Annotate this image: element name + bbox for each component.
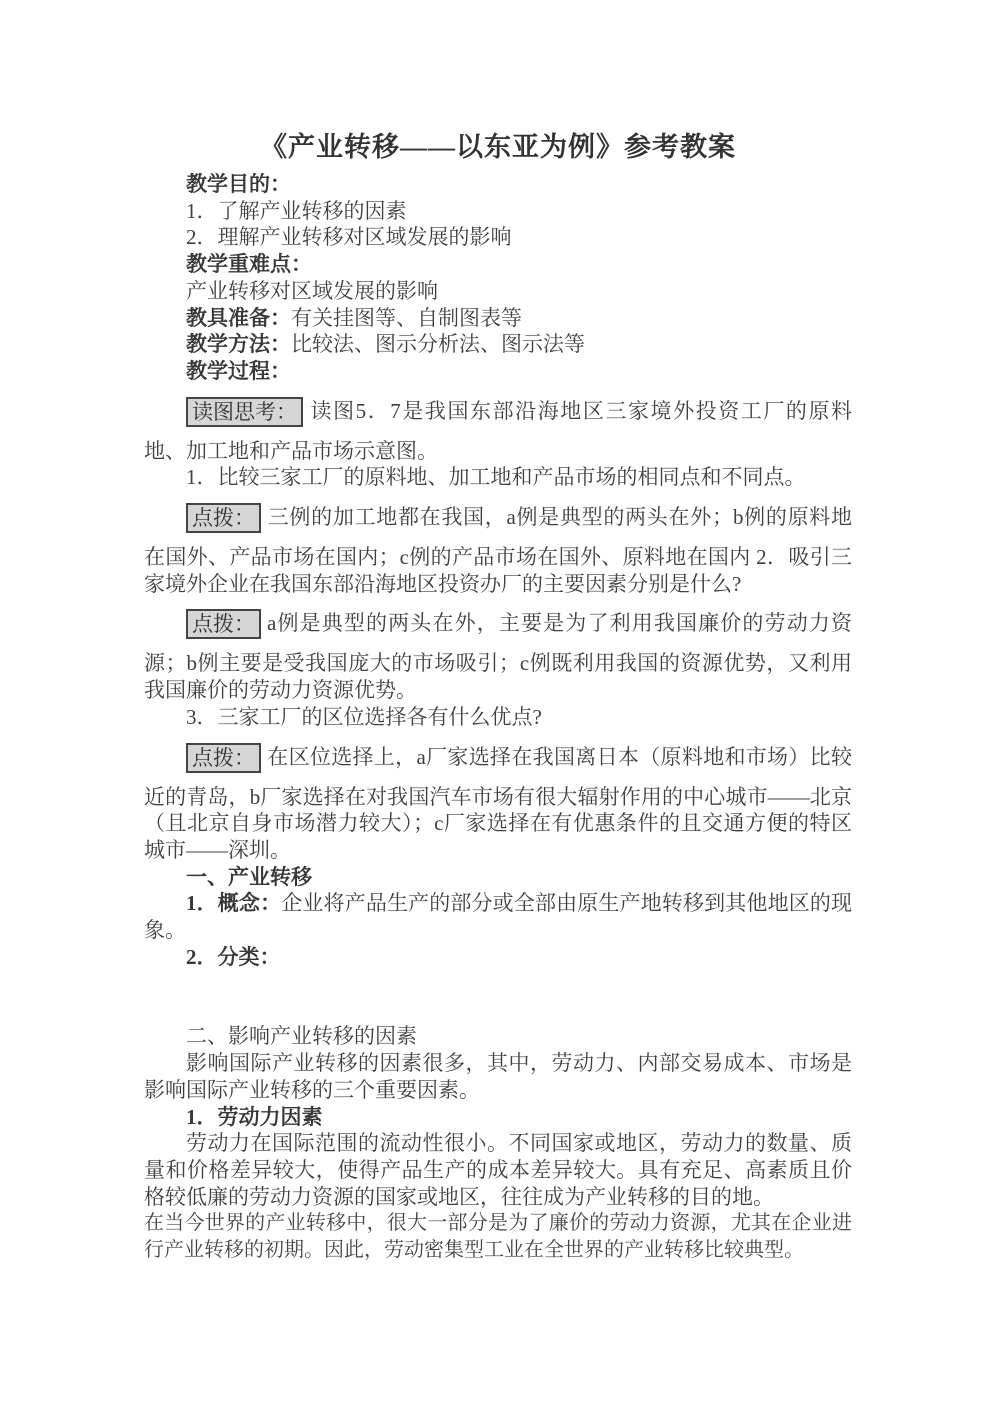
blank-space — [144, 970, 852, 1023]
body-paragraph: 产业转移对区域发展的影响 — [186, 278, 438, 303]
paragraph-label: 1．概念： — [186, 891, 282, 916]
section-heading: 教学过程： — [186, 358, 291, 383]
paragraph-label: 教学方法： — [186, 332, 291, 357]
note-paragraph: 在当今世界的产业转移中，很大一部分是为了廉价的劳动力资源，尤其在企业进行产业转移的初期。因此，劳动密集型工业在全世界的产业转移比较典型。 — [144, 1212, 852, 1262]
body-paragraph: 劳动力在国际范围的流动性很小。不同国家或地区，劳动力的数量、质量和价格差异较大，使得产品生产的成本差异较大。具有充足、高素质且价格较低廉的劳动力资源的国家或地区，往往成为产业转移的目的地。 — [144, 1131, 852, 1209]
callout-label-box: 点拨： — [186, 609, 261, 639]
body-paragraph: 二、影响产业转移的因素 — [186, 1024, 417, 1049]
body-paragraph: 2．理解产业转移对区域发展的影响 — [186, 225, 512, 250]
paragraph-text: 在区位选择上，a厂家选择在我国离日本（原料地和市场）比较近的青岛，b厂家选择在对我国汽车市场有很大辐射作用的中心城市——北京（且北京自身市场潜力较大）；c厂家选择在有优惠条件的且交通方便的特区城市——深圳。 — [144, 744, 852, 862]
paragraph-text: a例是典型的两头在外，主要是为了利用我国廉价的劳动力资源；b例主要是受我国庞大的市场吸引；c例既利用我国的资源优势，又利用我国廉价的劳动力资源优势。 — [144, 611, 852, 703]
callout-paragraph — [144, 600, 852, 703]
callout-label-box: 点拨： — [186, 503, 261, 533]
labeled-paragraph — [144, 331, 852, 358]
labeled-paragraph — [144, 305, 852, 332]
paragraph-text: 读图5．7是我国东部沿海地区三家境外投资工厂的原料地、加工地和产品市场示意图。 — [144, 398, 852, 463]
section-heading: 1．劳动力因素 — [186, 1104, 323, 1129]
section-heading: 教学目的： — [186, 172, 291, 196]
document-title: 《产业转移——以东亚为例》参考教案 — [260, 132, 736, 162]
body-paragraph: 3．三家工厂的区位选择各有什么优点? — [186, 704, 542, 729]
callout-paragraph — [144, 734, 852, 864]
paragraph-text: 有关挂图等、自制图表等 — [291, 305, 522, 330]
labeled-paragraph — [144, 890, 852, 943]
callout-paragraph — [144, 494, 852, 597]
paragraph-label: 教具准备： — [186, 305, 291, 330]
callout-paragraph — [144, 388, 852, 465]
section-heading: 2．分类： — [186, 944, 281, 969]
body-paragraph: 1．了解产业转移的因素 — [186, 198, 407, 223]
body-paragraph: 1．比较三家工厂的原料地、加工地和产品市场的相同点和不同点。 — [186, 465, 806, 490]
document-body — [144, 171, 852, 1264]
callout-label-box: 点拨： — [186, 743, 261, 773]
section-heading: 一、产业转移 — [186, 864, 312, 889]
callout-label-box: 读图思考： — [186, 397, 303, 427]
paragraph-text: 比较法、图示分析法、图示法等 — [291, 332, 585, 357]
section-heading: 教学重难点： — [186, 252, 312, 277]
body-paragraph: 影响国际产业转移的因素很多，其中，劳动力、内部交易成本、市场是影响国际产业转移的三个重要因素。 — [144, 1051, 852, 1102]
paragraph-text: 三例的加工地都在我国，a例是典型的两头在外；b例的原料地在国外、产品市场在国内；c例的产品市场在国外、原料地在国内 2．吸引三家境外企业在我国东部沿海地区投资办厂的主要因素分别是什么? — [144, 504, 852, 596]
paragraph-text: 企业将产品生产的部分或全部由原生产地转移到其他地区的现象。 — [144, 891, 853, 943]
